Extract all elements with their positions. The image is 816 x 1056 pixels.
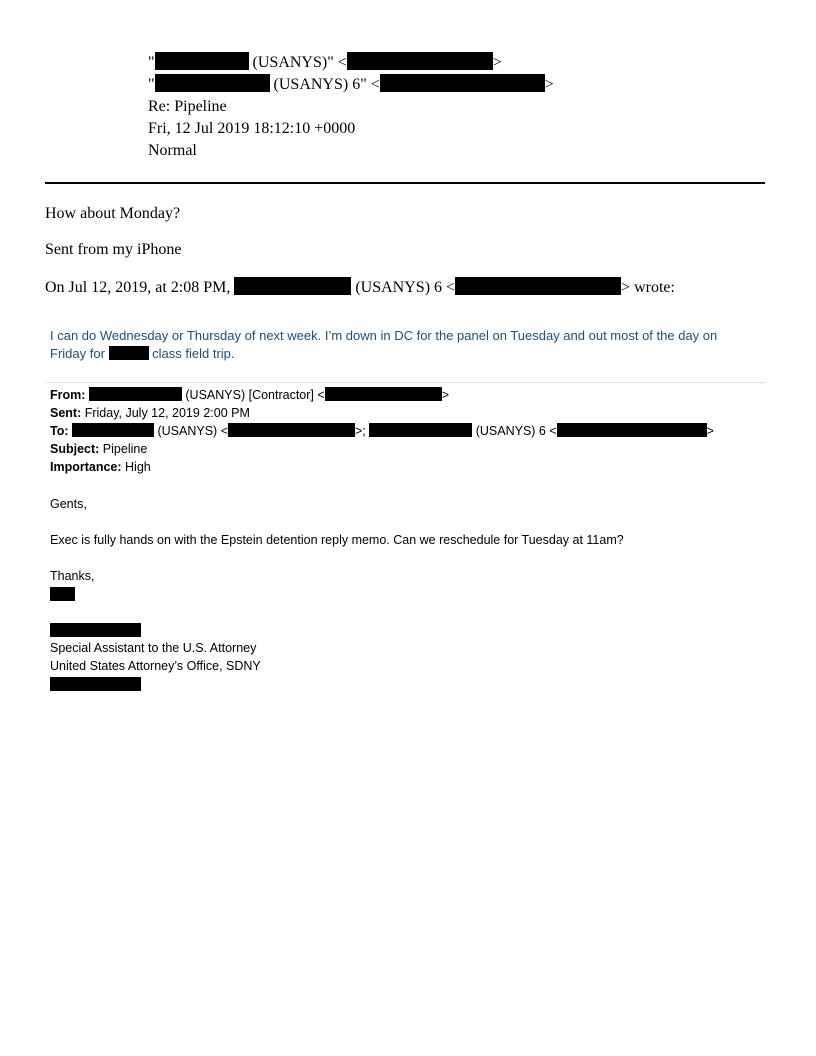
original-from-label: From: [50, 388, 86, 402]
redaction-box [369, 423, 472, 437]
original-greeting: Gents, [50, 497, 87, 511]
quoted-reply-line1: I can do Wednesday or Thursday of next week. I’m down in DC for the panel on Tuesday and out most of the day on [50, 328, 718, 343]
redaction-box [155, 52, 249, 70]
original-importance-value: High [125, 460, 151, 474]
redaction-box [455, 277, 621, 295]
redaction-box [347, 52, 493, 70]
redaction-box [557, 423, 707, 437]
redaction-box [72, 423, 154, 437]
original-to-value1: (USANYS) [157, 424, 218, 438]
wrote-mid: (USANYS) 6 [355, 279, 443, 296]
body-line-monday: How about Monday? [45, 205, 181, 222]
original-subject-value: Pipeline [102, 442, 148, 456]
original-message: Exec is fully hands on with the Epstein detention reply memo. Can we reschedule for Tuesday at 11am? [50, 533, 624, 547]
original-to-row: To: (USANYS) < >; (USANYS) 6 < > [50, 424, 714, 438]
redaction-box [325, 387, 442, 401]
header-divider [45, 182, 765, 184]
to-text: (USANYS) 6" [273, 76, 367, 93]
quoted-reply-suffix: class field trip. [152, 346, 235, 361]
importance-value: Normal [148, 142, 197, 159]
original-closing: Thanks, [50, 569, 95, 583]
quoted-reply-prefix: Friday for [50, 346, 105, 361]
original-importance-row [50, 458, 714, 476]
original-subject-row [50, 440, 714, 458]
subject-value: Re: Pipeline [148, 98, 227, 115]
redaction-box [89, 387, 182, 401]
original-sent-value: Friday, July 12, 2019 2:00 PM [84, 406, 250, 420]
original-sent-row [50, 404, 714, 422]
original-to-value2: (USANYS) 6 [475, 424, 546, 438]
date-value: Fri, 12 Jul 2019 18:12:10 +0000 [148, 120, 356, 137]
original-to-label: To: [50, 424, 69, 438]
from-text: (USANYS)" [252, 54, 334, 71]
redaction-box [380, 74, 545, 92]
from-value: " (USANYS)" < > [148, 54, 502, 71]
signature-phone-redaction [50, 677, 141, 691]
redaction-box [234, 277, 351, 295]
quoted-reply-line2 [50, 345, 750, 363]
quote-divider [45, 382, 765, 383]
redaction-box [228, 423, 355, 437]
wrote-prefix: On Jul 12, 2019, at 2:08 PM, [45, 279, 231, 296]
signature-title: Special Assistant to the U.S. Attorney [50, 641, 257, 655]
body-line-sent-from: Sent from my iPhone [45, 241, 182, 258]
original-from-value: (USANYS) [Contractor] [185, 388, 314, 402]
original-header [50, 386, 714, 476]
body-wrote-line: On Jul 12, 2019, at 2:08 PM, (USANYS) 6 < > wrote: [45, 279, 675, 296]
original-from-row: From: (USANYS) [Contractor] < > [50, 388, 449, 402]
original-sent-label: Sent: [50, 406, 82, 420]
original-importance-label: Importance: [50, 460, 122, 474]
redaction-box [155, 74, 270, 92]
original-subject-label: Subject: [50, 442, 100, 456]
signature-office: United States Attorney’s Office, SDNY [50, 659, 261, 673]
to-value: " (USANYS) 6" < > [148, 76, 554, 93]
signature-initials-redaction [50, 587, 75, 601]
redaction-box [109, 346, 149, 360]
wrote-suffix: wrote: [634, 279, 675, 296]
signature-name-redaction [50, 623, 141, 637]
quoted-reply [50, 327, 750, 363]
